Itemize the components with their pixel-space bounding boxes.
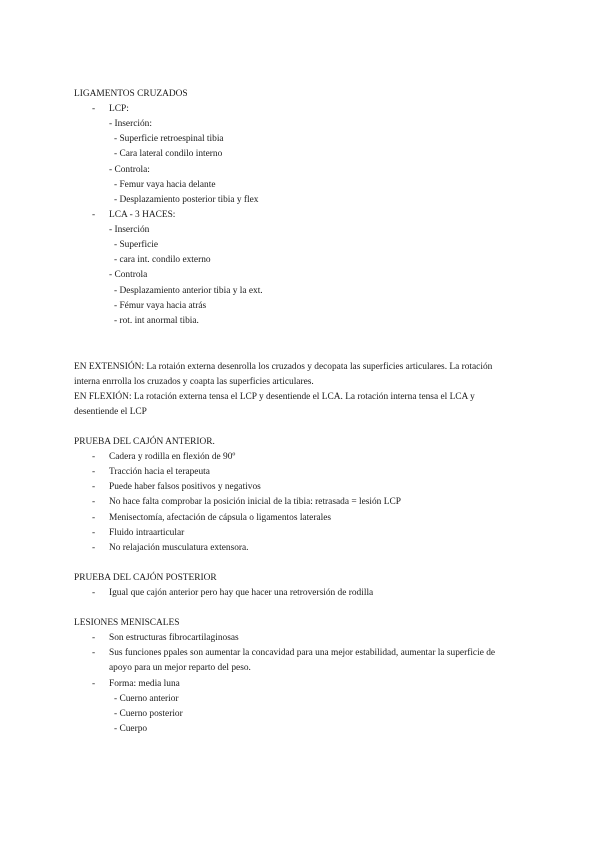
- bullet-dash: -: [92, 679, 96, 689]
- bullet-dash: -: [92, 497, 96, 507]
- bullet-dash: -: [92, 452, 96, 462]
- bullet-dash: -: [92, 210, 96, 220]
- sub-item-insercion: - Inserción: [109, 225, 150, 235]
- sub-sub-item: - Cuerpo: [114, 724, 148, 734]
- sub-sub-item: - rot. int anormal tibia.: [114, 316, 199, 326]
- list-item: Forma: media luna: [109, 679, 180, 689]
- sub-sub-item: - Cuerno posterior: [114, 709, 183, 719]
- section-title-cajon-posterior: PRUEBA DEL CAJÓN POSTERIOR: [74, 573, 217, 583]
- bullet-dash: -: [92, 513, 96, 523]
- list-item: Fluido intraarticular: [109, 528, 185, 538]
- bullet-dash: -: [92, 648, 96, 658]
- list-item: Son estructuras fibrocartilaginosas: [109, 633, 239, 643]
- sub-sub-item: - cara int. condilo externo: [114, 255, 211, 265]
- paragraph-line: interna enrrolla los cruzados y coapta las superficies articulares.: [74, 377, 314, 387]
- bullet-dash: -: [92, 528, 96, 538]
- paragraph-line: EN EXTENSIÓN: La rotaión externa desenrolla los cruzados y decopata las superficies articulares. La rotación: [74, 362, 493, 372]
- bullet-dash: -: [92, 482, 96, 492]
- list-item: Puede haber falsos positivos y negativos: [109, 482, 261, 492]
- list-item: Menisectomía, afectación de cápsula o ligamentos laterales: [109, 513, 332, 523]
- sub-sub-item: - Superficie retroespinal tibia: [114, 134, 224, 144]
- list-item: No relajación musculatura extensora.: [109, 543, 249, 553]
- sub-sub-item: - Fémur vaya hacia atrás: [114, 301, 207, 311]
- paragraph-line: desentiende el LCP: [74, 407, 147, 417]
- bullet-dash: -: [92, 104, 96, 114]
- sub-sub-item: - Cara lateral condilo interno: [114, 149, 223, 159]
- bullet-dash: -: [92, 588, 96, 598]
- sub-sub-item: - Desplazamiento posterior tibia y flex: [114, 195, 259, 205]
- bullet-dash: -: [92, 633, 96, 643]
- list-item: Sus funciones ppales son aumentar la concavidad para una mejor estabilidad, aumentar la superficie de: [109, 648, 496, 658]
- sub-item-insercion: - Inserción:: [109, 119, 152, 129]
- sub-item-controla: - Controla: [109, 270, 148, 280]
- list-item-lcp: LCP:: [109, 104, 129, 114]
- list-item-continuation: apoyo para un mejor reparto del peso.: [109, 663, 251, 673]
- sub-sub-item: - Femur vaya hacia delante: [114, 180, 216, 190]
- list-item: Cadera y rodilla en flexión de 90º: [109, 452, 236, 462]
- sub-sub-item: - Cuerno anterior: [114, 694, 179, 704]
- list-item: Tracción hacia el terapeuta: [109, 467, 210, 477]
- paragraph-line: EN FLEXIÓN: La rotación externa tensa el LCP y desentiende el LCA. La rotación interna tensa el LCA y: [74, 392, 475, 402]
- bullet-dash: -: [92, 467, 96, 477]
- sub-sub-item: - Superficie: [114, 240, 158, 250]
- sub-sub-item: - Desplazamiento anterior tibia y la ext.: [114, 286, 263, 296]
- sub-item-controla: - Controla:: [109, 165, 150, 175]
- list-item-lca: LCA - 3 HACES:: [109, 210, 176, 220]
- section-title-cajon-anterior: PRUEBA DEL CAJÓN ANTERIOR.: [74, 437, 215, 447]
- bullet-dash: -: [92, 543, 96, 553]
- section-title-ligamentos: LIGAMENTOS CRUZADOS: [74, 89, 188, 99]
- list-item: No hace falta comprobar la posición inicial de la tibia: retrasada = lesión LCP: [109, 497, 401, 507]
- list-item: Igual que cajón anterior pero hay que hacer una retroversión de rodilla: [109, 588, 374, 598]
- section-title-lesiones: LESIONES MENISCALES: [74, 618, 180, 628]
